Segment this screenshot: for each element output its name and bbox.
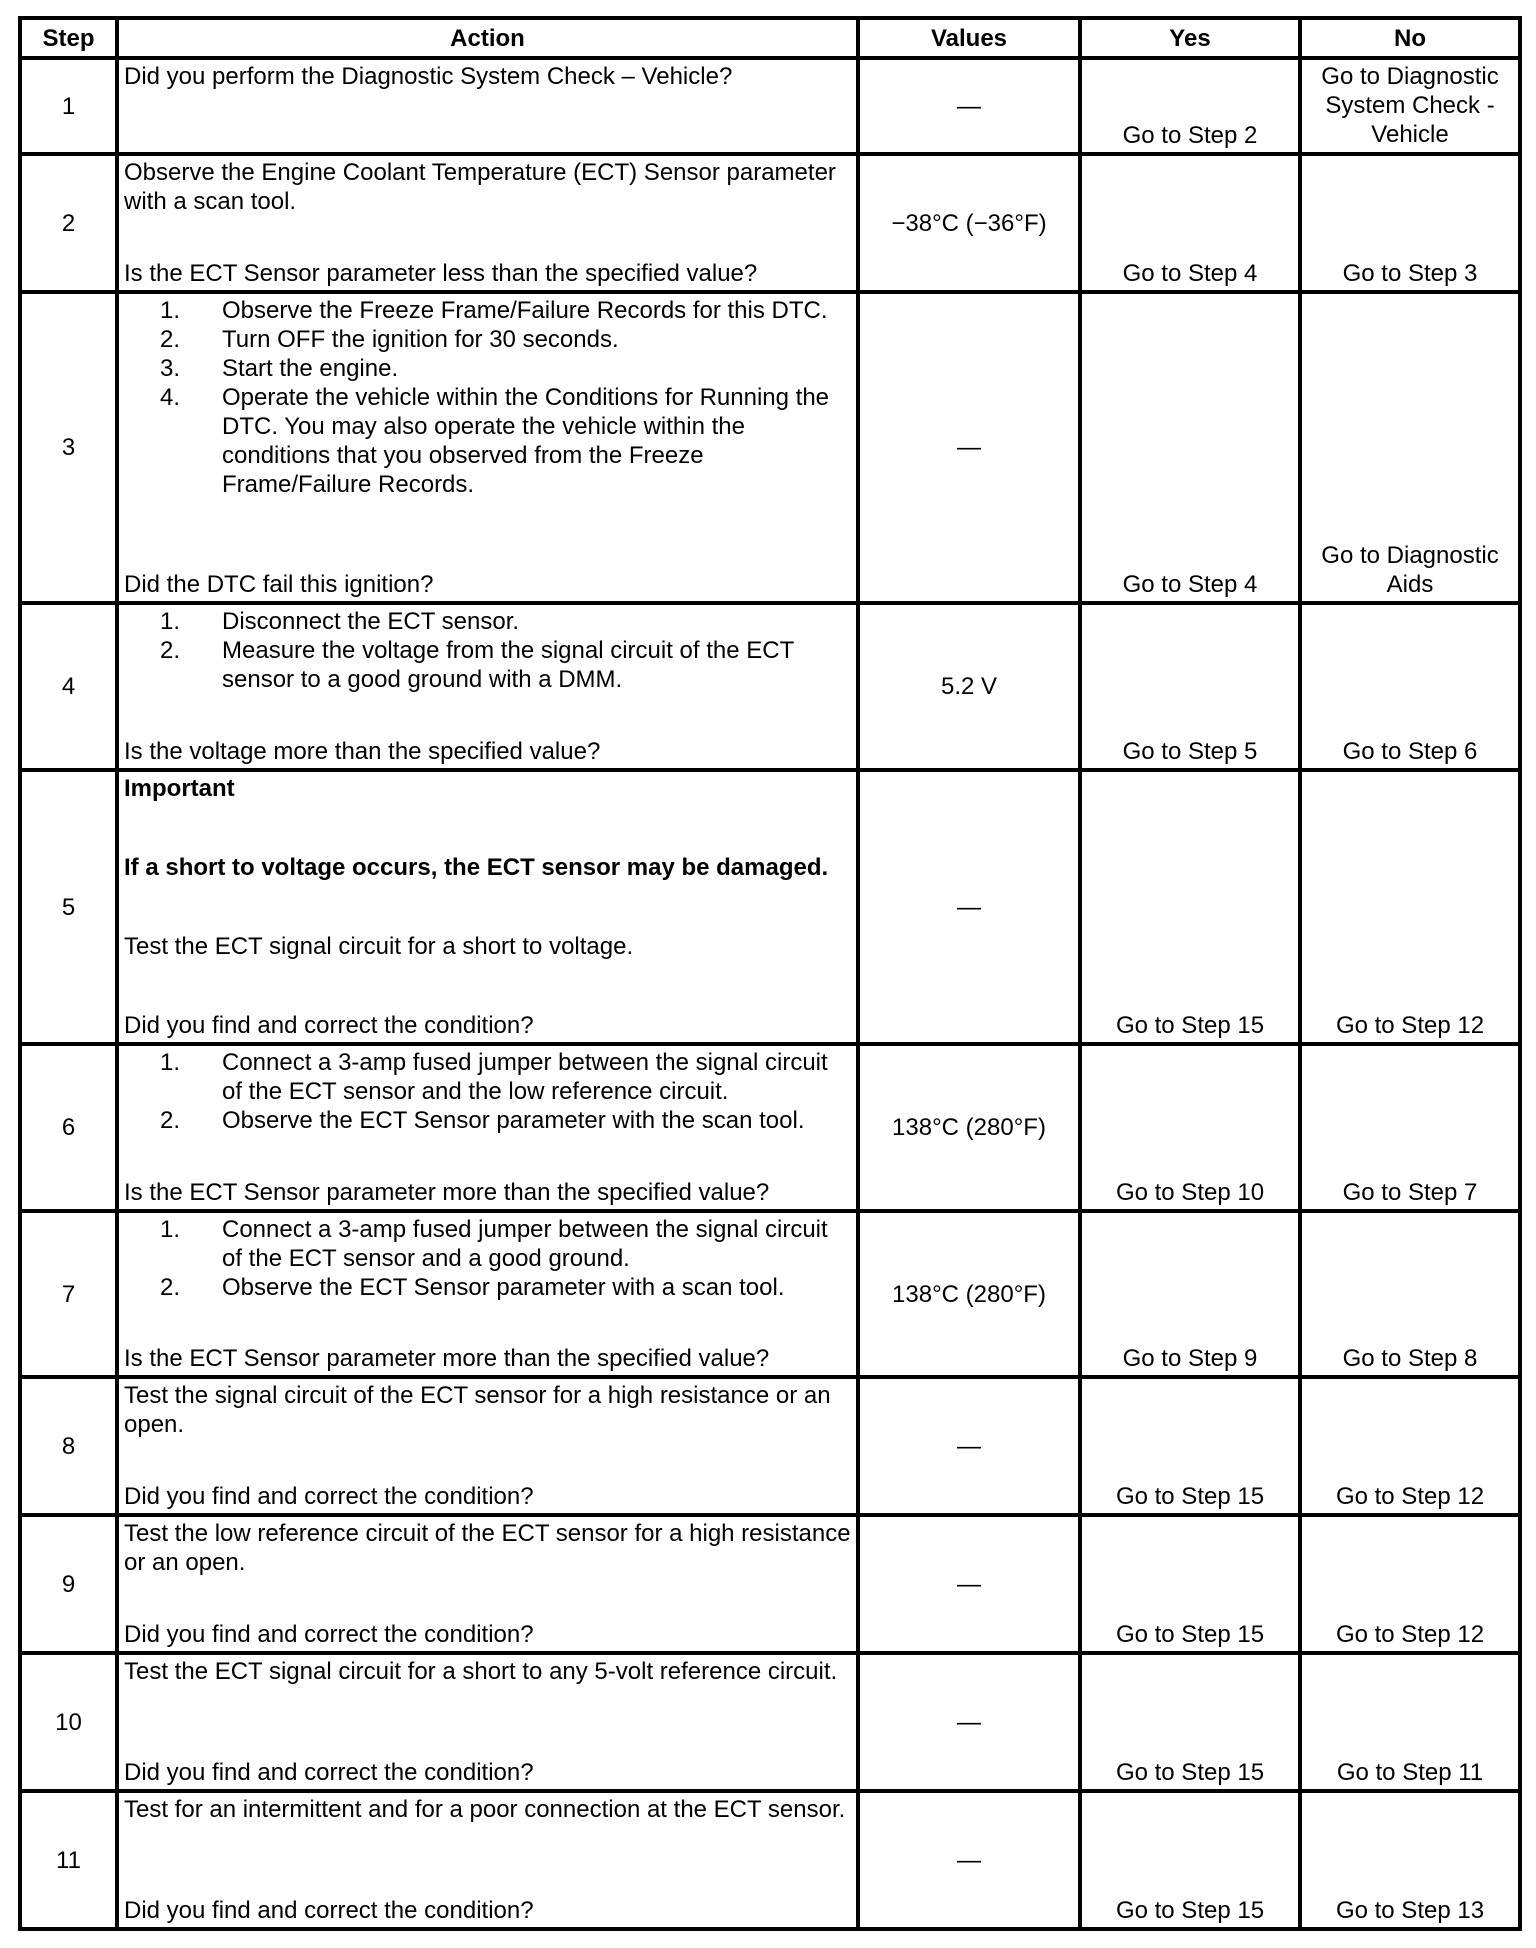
action-question: Is the ECT Sensor parameter less than the specified value? (124, 260, 758, 287)
action-question: Did you find and correct the condition? (124, 1759, 534, 1786)
header-yes: Yes (1080, 18, 1300, 58)
action-text: Test the ECT signal circuit for a short to any 5-volt reference circuit. (124, 1658, 838, 1685)
action-cell (117, 1515, 858, 1653)
no-cell (1300, 58, 1520, 154)
yes-cell: Go to Step 9 (1080, 1211, 1300, 1377)
header-action: Action (117, 18, 858, 58)
step-number: 7 (20, 1211, 117, 1377)
action-text: Did you perform the Diagnostic System Check – Vehicle? (124, 63, 733, 90)
no-cell: Go to Step 12 (1300, 770, 1520, 1044)
action-cell (117, 603, 858, 770)
action-question: Did the DTC fail this ignition? (124, 571, 434, 598)
substep-item: 2. Observe the ECT Sensor parameter with a scan tool. (159, 1274, 785, 1301)
important-title: Important (124, 775, 235, 802)
value-cell: — (858, 1515, 1080, 1653)
yes-cell: Go to Step 15 (1080, 1791, 1300, 1929)
substep-list (124, 1048, 851, 1135)
important-text: If a short to voltage occurs, the ECT sensor may be damaged. (124, 854, 829, 881)
yes-cell: Go to Step 4 (1080, 292, 1300, 603)
step-number: 5 (20, 770, 117, 1044)
action-cell (117, 1653, 858, 1791)
substep-list (124, 607, 851, 694)
yes-cell: Go to Step 15 (1080, 1653, 1300, 1791)
table-row (20, 154, 1520, 292)
diagnostic-table (18, 16, 1522, 1931)
header-no: No (1300, 18, 1520, 58)
action-cell (117, 1377, 858, 1515)
header-values: Values (858, 18, 1080, 58)
yes-cell: Go to Step 15 (1080, 1377, 1300, 1515)
action-question: Did you find and correct the condition? (124, 1621, 534, 1648)
action-cell (117, 770, 858, 1044)
step-number: 8 (20, 1377, 117, 1515)
table-row (20, 1044, 1520, 1211)
step-number: 11 (20, 1791, 117, 1929)
yes-cell: Go to Step 15 (1080, 770, 1300, 1044)
substep-item: 2. Observe the ECT Sensor parameter with the scan tool. (159, 1107, 805, 1134)
yes-cell: Go to Step 5 (1080, 603, 1300, 770)
value-cell: — (858, 58, 1080, 154)
action-text: Test the signal circuit of the ECT sensor for a high resistance or an open. (124, 1382, 831, 1438)
action-cell (117, 1044, 858, 1211)
action-text: Test the ECT signal circuit for a short to voltage. (124, 933, 634, 960)
action-cell (117, 154, 858, 292)
step-number: 9 (20, 1515, 117, 1653)
no-cell: Go to Step 12 (1300, 1377, 1520, 1515)
value-cell: — (858, 1791, 1080, 1929)
action-question: Did you find and correct the condition? (124, 1012, 534, 1039)
table-row (20, 1211, 1520, 1377)
substep-item: 1. Connect a 3-amp fused jumper between the signal circuit of the ECT sensor and the low reference circuit. (159, 1049, 828, 1105)
header-step: Step (20, 18, 117, 58)
value-cell: — (858, 1377, 1080, 1515)
yes-cell: Go to Step 2 (1080, 58, 1300, 154)
table-header-row (20, 18, 1520, 58)
substep-list (124, 1215, 851, 1302)
substep-item: 1. Observe the Freeze Frame/Failure Records for this DTC. (159, 297, 828, 324)
no-cell: Go to Step 7 (1300, 1044, 1520, 1211)
no-cell: Go to Step 8 (1300, 1211, 1520, 1377)
table-row (20, 1653, 1520, 1791)
action-question: Is the voltage more than the specified value? (124, 738, 601, 765)
table-row (20, 603, 1520, 770)
table-row (20, 1791, 1520, 1929)
value-cell: — (858, 292, 1080, 603)
table-row (20, 292, 1520, 603)
action-cell (117, 1211, 858, 1377)
no-cell: Go to Step 11 (1300, 1653, 1520, 1791)
no-cell: Go to Step 12 (1300, 1515, 1520, 1653)
no-text: Go to Diagnostic System Check - Vehicle (1321, 63, 1499, 148)
step-number: 6 (20, 1044, 117, 1211)
step-number: 4 (20, 603, 117, 770)
no-cell: Go to Diagnostic Aids (1300, 292, 1520, 603)
action-question: Is the ECT Sensor parameter more than the specified value? (124, 1179, 770, 1206)
no-cell: Go to Step 6 (1300, 603, 1520, 770)
no-cell: Go to Step 3 (1300, 154, 1520, 292)
yes-cell: Go to Step 10 (1080, 1044, 1300, 1211)
step-number: 2 (20, 154, 117, 292)
substep-item: 1. Disconnect the ECT sensor. (159, 608, 520, 635)
substep-list (124, 296, 851, 499)
action-text: Test for an intermittent and for a poor connection at the ECT sensor. (124, 1796, 846, 1823)
table-row (20, 770, 1520, 1044)
table-row (20, 1377, 1520, 1515)
value-cell: 138°C (280°F) (858, 1044, 1080, 1211)
substep-item: 3. Start the engine. (159, 355, 399, 382)
step-number: 10 (20, 1653, 117, 1791)
action-question: Is the ECT Sensor parameter more than the specified value? (124, 1345, 770, 1372)
step-number: 1 (20, 58, 117, 154)
action-text: Test the low reference circuit of the ECT sensor for a high resistance or an open. (124, 1520, 851, 1576)
action-question: Did you find and correct the condition? (124, 1483, 534, 1510)
no-cell: Go to Step 13 (1300, 1791, 1520, 1929)
action-cell (117, 1791, 858, 1929)
yes-cell: Go to Step 15 (1080, 1515, 1300, 1653)
value-cell: 138°C (280°F) (858, 1211, 1080, 1377)
substep-item: 2. Measure the voltage from the signal circuit of the ECT sensor to a good ground with a DMM. (159, 637, 794, 693)
value-cell: — (858, 1653, 1080, 1791)
table-row (20, 1515, 1520, 1653)
value-cell: 5.2 V (858, 603, 1080, 770)
substep-item: 4. Operate the vehicle within the Conditions for Running the DTC. You may also operate the vehicle within the conditions that you observed from the Freeze Frame/Failure Records. (159, 384, 830, 498)
substep-item: 1. Connect a 3-amp fused jumper between the signal circuit of the ECT sensor and a good ground. (159, 1216, 828, 1272)
yes-cell: Go to Step 4 (1080, 154, 1300, 292)
action-cell (117, 292, 858, 603)
step-number: 3 (20, 292, 117, 603)
action-text: Observe the Engine Coolant Temperature (ECT) Sensor parameter with a scan tool. (124, 159, 836, 215)
action-question: Did you find and correct the condition? (124, 1897, 534, 1924)
table-row (20, 58, 1520, 154)
action-cell (117, 58, 858, 154)
value-cell: — (858, 770, 1080, 1044)
value-cell: −38°C (−36°F) (858, 154, 1080, 292)
substep-item: 2. Turn OFF the ignition for 30 seconds. (159, 326, 619, 353)
